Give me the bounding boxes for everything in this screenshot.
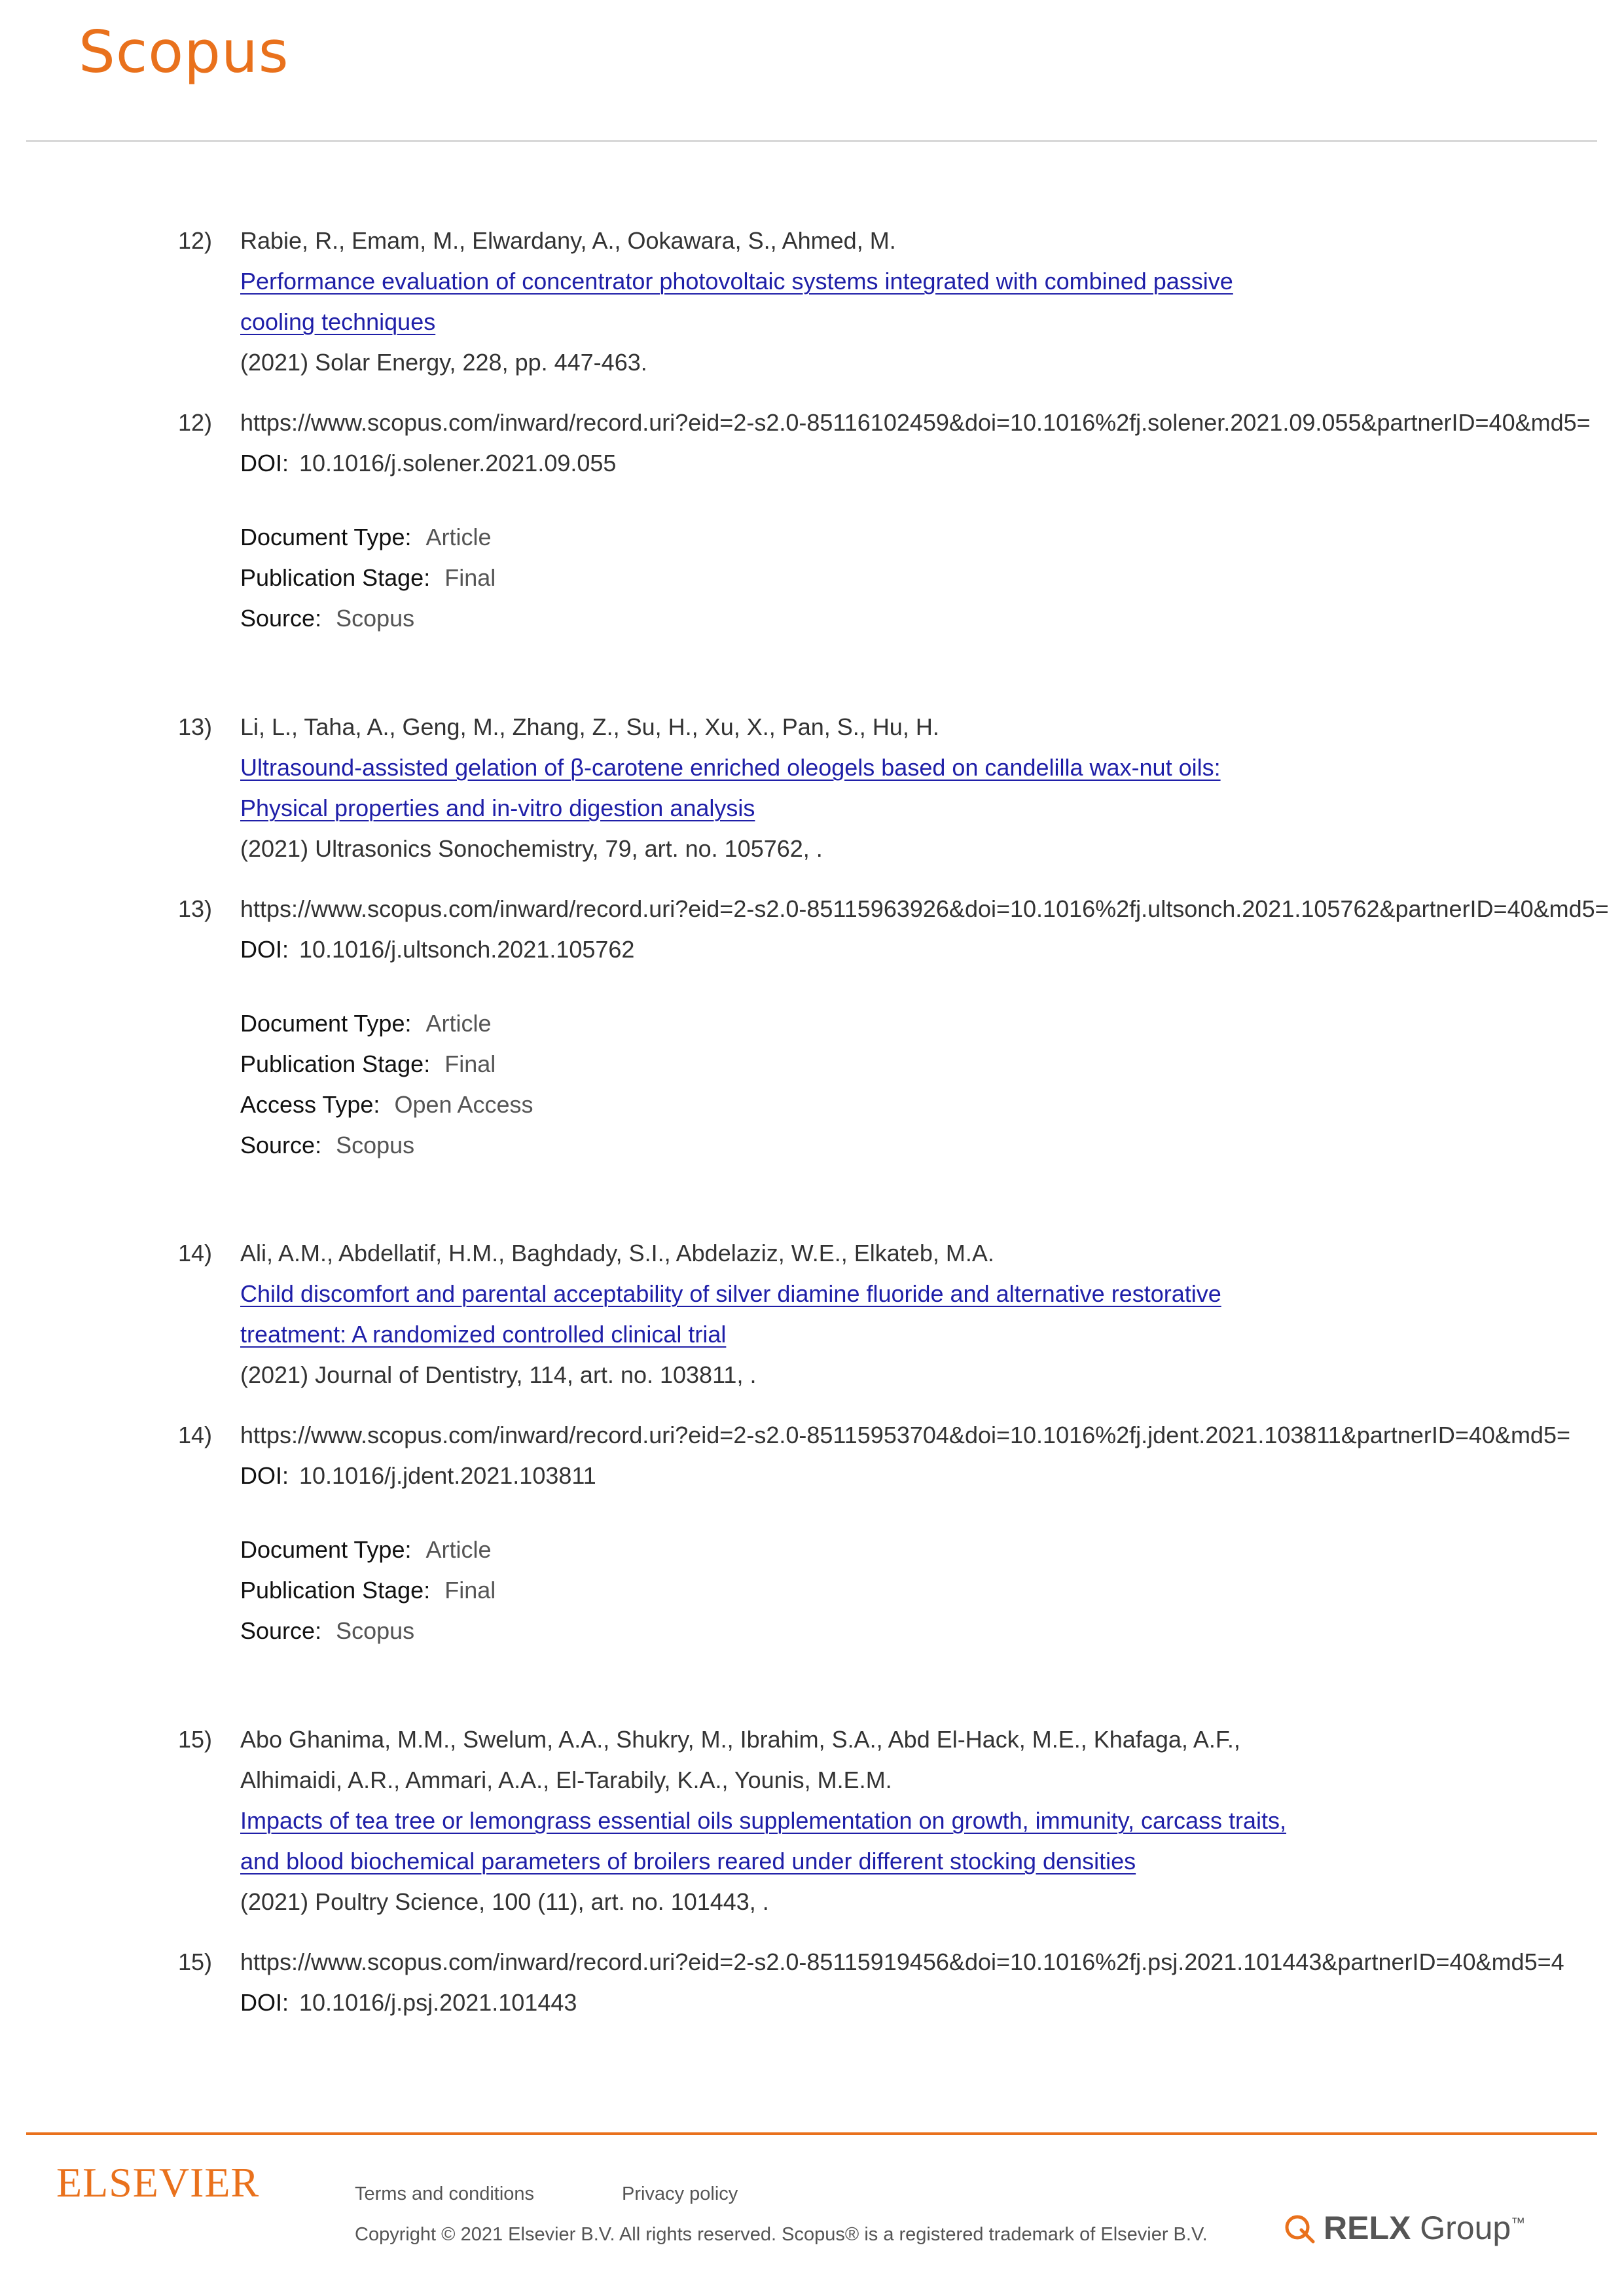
document-type: [240, 524, 492, 551]
field-value: Article: [425, 1536, 492, 1563]
url-number: 15): [178, 1948, 213, 1975]
document-type: [240, 1010, 492, 1037]
relx-wordmark: RELX Group™: [1324, 2210, 1526, 2246]
field-value: Scopus: [336, 1617, 415, 1644]
field-label: Source:: [240, 1617, 322, 1644]
record-title-link[interactable]: and blood biochemical parameters of broilers reared under different stocking densities: [240, 1848, 1136, 1874]
field-label: Publication Stage:: [240, 564, 431, 591]
publication-stage: [240, 1577, 496, 1604]
record-source: (2021) Ultrasonics Sonochemistry, 79, art. no. 105762, .: [240, 835, 823, 862]
record-url[interactable]: https://www.scopus.com/inward/record.uri?eid=2-s2.0-85115953704&doi=10.1016%2fj.jdent.2021.103811&partnerID=40&md5=: [240, 1422, 1570, 1448]
field-label: Publication Stage:: [240, 1050, 431, 1077]
record-title-link[interactable]: Ultrasound-assisted gelation of β-carotene enriched oleogels based on candelilla wax-nut oils:: [240, 754, 1221, 781]
field-value: Article: [425, 1010, 492, 1037]
field-label: Access Type:: [240, 1091, 380, 1118]
record-title-link[interactable]: Physical properties and in-vitro digestion analysis: [240, 795, 755, 821]
record-url[interactable]: https://www.scopus.com/inward/record.uri?eid=2-s2.0-85115963926&doi=10.1016%2fj.ultsonch.2021.105762&partnerID=40&md5=: [240, 895, 1609, 922]
footer-divider: [26, 2132, 1597, 2135]
source: [240, 605, 414, 632]
doi-value: 10.1016/j.jdent.2021.103811: [299, 1462, 596, 1489]
field-value: Final: [444, 1577, 496, 1604]
record-title-link[interactable]: Impacts of tea tree or lemongrass essential oils supplementation on growth, immunity, carcass traits,: [240, 1807, 1287, 1834]
field-label: Document Type:: [240, 1010, 412, 1037]
record-number: 13): [178, 713, 213, 740]
doi-label: DOI:: [240, 1462, 289, 1489]
url-number: 12): [178, 409, 213, 436]
copyright-text: Copyright © 2021 Elsevier B.V. All rights reserved. Scopus® is a registered trademark of Elsevier B.V.: [355, 2224, 1208, 2245]
record-title-link[interactable]: Child discomfort and parental acceptability of silver diamine fluoride and alternative restorative: [240, 1280, 1221, 1307]
doi-label: DOI:: [240, 450, 289, 476]
record-authors: Ali, A.M., Abdellatif, H.M., Baghdady, S.I., Abdelaziz, W.E., Elkateb, M.A.: [240, 1240, 994, 1266]
record-number: 15): [178, 1726, 213, 1753]
privacy-link[interactable]: Privacy policy: [622, 2183, 738, 2204]
url-number: 14): [178, 1422, 213, 1448]
field-label: Source:: [240, 1132, 322, 1158]
record-number: 14): [178, 1240, 213, 1266]
field-value: Scopus: [336, 1132, 415, 1158]
header-divider: [26, 140, 1597, 142]
record-url[interactable]: https://www.scopus.com/inward/record.uri?eid=2-s2.0-85115919456&doi=10.1016%2fj.psj.2021.101443&partnerID=40&md5=4: [240, 1948, 1564, 1975]
record-authors: Abo Ghanima, M.M., Swelum, A.A., Shukry, M., Ibrahim, S.A., Abd El-Hack, M.E., Khafaga, A.F.,: [240, 1726, 1240, 1753]
elsevier-logo: ELSEVIER: [56, 2159, 260, 2206]
record-source: (2021) Poultry Science, 100 (11), art. no. 101443, .: [240, 1888, 769, 1915]
record-title-link[interactable]: Performance evaluation of concentrator photovoltaic systems integrated with combined passive: [240, 268, 1233, 295]
record-authors: Alhimaidi, A.R., Ammari, A.A., El-Tarabily, K.A., Younis, M.E.M.: [240, 1767, 892, 1793]
doi-label: DOI:: [240, 936, 289, 963]
record-number: 12): [178, 227, 213, 254]
record-doi: [240, 1989, 577, 2017]
field-value: Final: [444, 1050, 496, 1077]
field-label: Publication Stage:: [240, 1577, 431, 1604]
field-label: Source:: [240, 605, 322, 632]
relx-mark-icon: [1282, 2210, 1317, 2246]
source: [240, 1617, 414, 1645]
record-doi: [240, 1462, 596, 1490]
doi-value: 10.1016/j.psj.2021.101443: [299, 1989, 577, 2016]
record-source: (2021) Solar Energy, 228, pp. 447-463.: [240, 349, 647, 376]
field-value: Open Access: [394, 1091, 533, 1118]
access-type: [240, 1091, 533, 1119]
publication-stage: [240, 564, 496, 592]
record-url[interactable]: https://www.scopus.com/inward/record.uri?eid=2-s2.0-85116102459&doi=10.1016%2fj.solener.2021.09.055&partnerID=40&md5=: [240, 409, 1591, 436]
doi-label: DOI:: [240, 1989, 289, 2016]
field-value: Article: [425, 524, 492, 550]
source: [240, 1132, 414, 1159]
record-title-link[interactable]: treatment: A randomized controlled clinical trial: [240, 1321, 727, 1348]
scopus-logo: Scopus: [79, 18, 289, 86]
field-value: Scopus: [336, 605, 415, 632]
terms-link[interactable]: Terms and conditions: [355, 2183, 535, 2204]
field-label: Document Type:: [240, 1536, 412, 1563]
record-authors: Li, L., Taha, A., Geng, M., Zhang, Z., Su, H., Xu, X., Pan, S., Hu, H.: [240, 713, 939, 740]
record-doi: [240, 450, 616, 477]
record-doi: [240, 936, 634, 963]
field-value: Final: [444, 564, 496, 591]
document-type: [240, 1536, 492, 1564]
record-source: (2021) Journal of Dentistry, 114, art. no. 103811, .: [240, 1361, 757, 1388]
relx-logo: [1282, 2209, 1525, 2247]
doi-value: 10.1016/j.solener.2021.09.055: [299, 450, 617, 476]
field-label: Document Type:: [240, 524, 412, 550]
record-authors: Rabie, R., Emam, M., Elwardany, A., Ookawara, S., Ahmed, M.: [240, 227, 896, 254]
publication-stage: [240, 1050, 496, 1078]
url-number: 13): [178, 895, 213, 922]
doi-value: 10.1016/j.ultsonch.2021.105762: [299, 936, 635, 963]
record-title-link[interactable]: cooling techniques: [240, 308, 436, 335]
